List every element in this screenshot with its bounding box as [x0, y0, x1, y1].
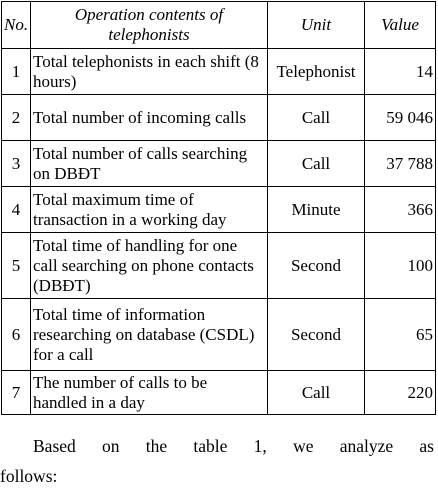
header-unit: Unit [268, 2, 365, 49]
table-row [2, 187, 436, 233]
row-unit: Minute [268, 187, 365, 233]
row-value: 220 [365, 371, 436, 415]
table-row [2, 95, 436, 141]
operations-table [1, 1, 436, 415]
row-value: 65 [365, 299, 436, 371]
row-value: 14 [365, 49, 436, 95]
table-row [2, 371, 436, 415]
row-no: 7 [2, 371, 31, 415]
body-paragraph-continuation: follows: [0, 466, 58, 486]
row-unit: Second [268, 233, 365, 299]
row-value: 366 [365, 187, 436, 233]
table-header-row [2, 2, 436, 49]
row-value: 37 788 [365, 141, 436, 187]
header-no: No. [2, 2, 31, 49]
table-row [2, 49, 436, 95]
row-unit: Second [268, 299, 365, 371]
row-no: 2 [2, 95, 31, 141]
row-content: Total maximum time of transaction in a working day [31, 187, 268, 233]
table-row [2, 299, 436, 371]
row-value: 59 046 [365, 95, 436, 141]
body-paragraph-line: Based on the table 1, we analyze as [33, 436, 434, 456]
header-value: Value [365, 2, 436, 49]
row-no: 6 [2, 299, 31, 371]
row-no: 4 [2, 187, 31, 233]
row-unit: Call [268, 141, 365, 187]
row-no: 3 [2, 141, 31, 187]
row-unit: Telephonist [268, 49, 365, 95]
row-value: 100 [365, 233, 436, 299]
table-row [2, 233, 436, 299]
table-row [2, 141, 436, 187]
header-contents: Operation contents of telephonists [31, 2, 268, 49]
row-no: 1 [2, 49, 31, 95]
row-content: Total time of information researching on database (CSDL) for a call [31, 299, 268, 371]
row-unit: Call [268, 95, 365, 141]
row-unit: Call [268, 371, 365, 415]
row-content: Total number of incoming calls [31, 95, 268, 141]
row-content: Total number of calls searching on DBĐT [31, 141, 268, 187]
row-no: 5 [2, 233, 31, 299]
row-content: Total time of handling for one call searching on phone contacts (DBĐT) [31, 233, 268, 299]
row-content: The number of calls to be handled in a day [31, 371, 268, 415]
row-content: Total telephonists in each shift (8 hours) [31, 49, 268, 95]
